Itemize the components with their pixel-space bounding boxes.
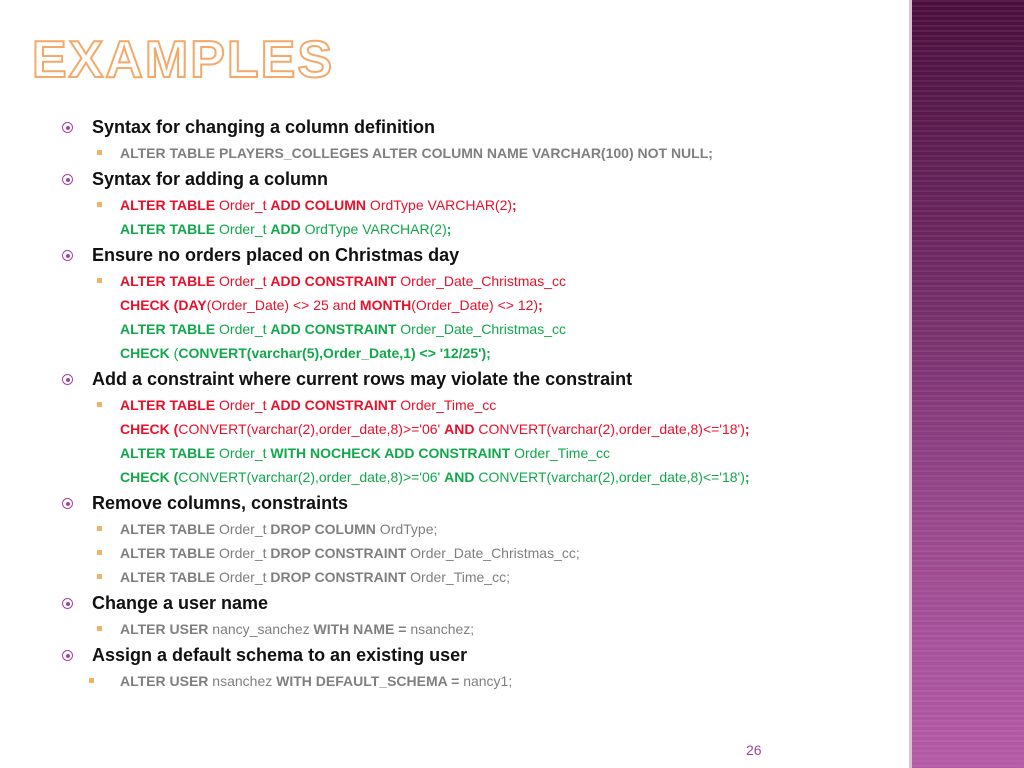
decorative-sidebar: [912, 0, 1024, 768]
sql-text: Order_Time_cc;: [406, 569, 510, 585]
square-bullet-icon: [97, 626, 102, 631]
section-heading-text: Remove columns, constraints: [92, 493, 349, 513]
sql-keyword: CONVERT(varchar(5),Order_Date,1) <> '12/25');: [178, 345, 491, 361]
sql-text: CONVERT(varchar(2),order_date,8)<='18'): [474, 421, 745, 437]
sql-keyword: ALTER TABLE: [120, 521, 216, 537]
code-line: [62, 618, 902, 642]
section-heading: [62, 366, 902, 394]
sql-text: Order_Time_cc: [510, 445, 611, 461]
sql-keyword: WITH DEFAULT_SCHEMA =: [276, 673, 460, 689]
section-heading-text: Assign a default schema to an existing user: [92, 645, 468, 665]
sql-keyword: CHECK (DAY: [120, 297, 207, 313]
sql-text: Order_t: [215, 521, 271, 537]
sql-text: Order_Time_cc: [396, 397, 497, 413]
sql-keyword: ADD CONSTRAINT: [270, 273, 397, 289]
sql-text: Order_t: [215, 221, 271, 237]
sql-keyword: DROP CONSTRAINT: [270, 569, 407, 585]
sql-keyword: ADD COLUMN: [270, 197, 367, 213]
sidebar-stripes: [912, 0, 1024, 768]
code-line: [62, 670, 902, 694]
section-heading: [62, 590, 902, 618]
circle-bullet-icon: [62, 598, 73, 609]
sql-text: Order_t: [215, 321, 271, 337]
code-line: [62, 342, 902, 366]
sql-text: nsanchez: [208, 673, 277, 689]
page-number: 26: [746, 742, 762, 758]
code-line: [62, 442, 902, 466]
sql-keyword: ALTER TABLE: [120, 445, 216, 461]
code-line: [62, 518, 902, 542]
sql-keyword: ADD CONSTRAINT: [270, 321, 397, 337]
sql-keyword: ALTER TABLE: [120, 569, 216, 585]
sql-keyword: ;: [512, 197, 517, 213]
sql-text: nancy_sanchez: [208, 621, 314, 637]
code-line: [62, 566, 902, 590]
section-heading: [62, 242, 902, 270]
sql-text: (: [169, 345, 179, 361]
square-bullet-icon: [97, 202, 102, 207]
circle-bullet-icon: [62, 374, 73, 385]
sql-text: Order_t: [215, 445, 271, 461]
code-line: [62, 466, 902, 490]
code-line: [62, 294, 902, 318]
square-bullet-icon: [89, 678, 94, 683]
code-line: [62, 542, 902, 566]
sql-text: nancy1;: [459, 673, 513, 689]
section-heading: [62, 642, 902, 670]
bullet-list: [62, 114, 902, 694]
sql-keyword: ALTER TABLE: [120, 197, 216, 213]
section-heading-text: Syntax for changing a column definition: [92, 117, 436, 137]
section-heading-text: Change a user name: [92, 593, 269, 613]
square-bullet-icon: [97, 278, 102, 283]
sql-text: Order_t: [215, 197, 271, 213]
code-line: [62, 418, 902, 442]
sql-text: CONVERT(varchar(2),order_date,8)>='06': [178, 421, 445, 437]
sql-keyword: ALTER USER: [120, 621, 209, 637]
section-heading: [62, 166, 902, 194]
section-heading-text: Syntax for adding a column: [92, 169, 329, 189]
sql-keyword: CHECK: [120, 345, 170, 361]
circle-bullet-icon: [62, 122, 73, 133]
sql-keyword: WITH NOCHECK ADD CONSTRAINT: [270, 445, 511, 461]
sql-text: CONVERT(varchar(2),order_date,8)<='18'): [474, 469, 745, 485]
sql-keyword: ;: [744, 421, 750, 437]
sql-text: Order_Date_Christmas_cc;: [406, 545, 580, 561]
sql-text: OrdType VARCHAR(2): [300, 221, 447, 237]
code-line: [62, 394, 902, 418]
sql-text: CONVERT(varchar(2),order_date,8)>='06': [178, 469, 445, 485]
sql-text: (Order_Date) <> 12): [411, 297, 539, 313]
section-heading: [62, 490, 902, 518]
sql-keyword: ALTER TABLE: [120, 221, 216, 237]
square-bullet-icon: [97, 150, 102, 155]
sql-keyword: ALTER TABLE: [120, 397, 216, 413]
sql-keyword: DROP COLUMN: [270, 521, 376, 537]
sql-text: OrdType;: [375, 521, 438, 537]
sql-keyword: CHECK (: [120, 469, 179, 485]
circle-bullet-icon: [62, 498, 73, 509]
sql-text: Order_t: [215, 569, 271, 585]
section-heading-text: Add a constraint where current rows may violate the constraint: [92, 369, 633, 389]
sql-text: Order_Date_Christmas_cc: [396, 321, 567, 337]
sql-text: nsanchez;: [406, 621, 475, 637]
code-line: [62, 194, 902, 218]
circle-bullet-icon: [62, 250, 73, 261]
square-bullet-icon: [97, 402, 102, 407]
sql-text: Order_t: [215, 397, 271, 413]
circle-bullet-icon: [62, 174, 73, 185]
circle-bullet-icon: [62, 650, 73, 661]
sql-text: Order_t: [215, 545, 271, 561]
square-bullet-icon: [97, 526, 102, 531]
sql-keyword: ADD CONSTRAINT: [270, 397, 397, 413]
sql-keyword: ALTER TABLE: [120, 321, 216, 337]
sql-keyword: WITH NAME =: [313, 621, 407, 637]
sql-keyword: ALTER USER: [120, 673, 209, 689]
sql-text: Order_Date_Christmas_cc: [396, 273, 567, 289]
sql-keyword: ALTER TABLE: [120, 545, 216, 561]
code-line: [62, 318, 902, 342]
sql-text: Order_t: [215, 273, 271, 289]
sql-keyword: ;: [538, 297, 543, 313]
sql-keyword: ;: [446, 221, 452, 237]
code-line: [62, 270, 902, 294]
section-heading-text: Ensure no orders placed on Christmas day: [92, 245, 460, 265]
square-bullet-icon: [97, 550, 102, 555]
sql-keyword: MONTH: [359, 297, 412, 313]
sql-keyword: DROP CONSTRAINT: [270, 545, 407, 561]
sql-keyword: AND: [444, 469, 475, 485]
code-line: [62, 218, 902, 242]
sql-text: OrdType VARCHAR(2): [366, 197, 513, 213]
code-line: [62, 142, 902, 166]
sql-keyword: AND: [444, 421, 475, 437]
sql-keyword: ADD: [270, 221, 301, 237]
sql-keyword: ALTER TABLE PLAYERS_COLLEGES ALTER COLUMN NAME VARCHAR(100) NOT NULL;: [120, 145, 713, 161]
sql-keyword: ;: [744, 469, 750, 485]
section-heading: [62, 114, 902, 142]
sql-keyword: ALTER TABLE: [120, 273, 216, 289]
slide-title: EXAMPLES: [32, 31, 335, 89]
sql-text: (Order_Date) <> 25 and: [206, 297, 360, 313]
sql-keyword: CHECK (: [120, 421, 179, 437]
square-bullet-icon: [97, 574, 102, 579]
